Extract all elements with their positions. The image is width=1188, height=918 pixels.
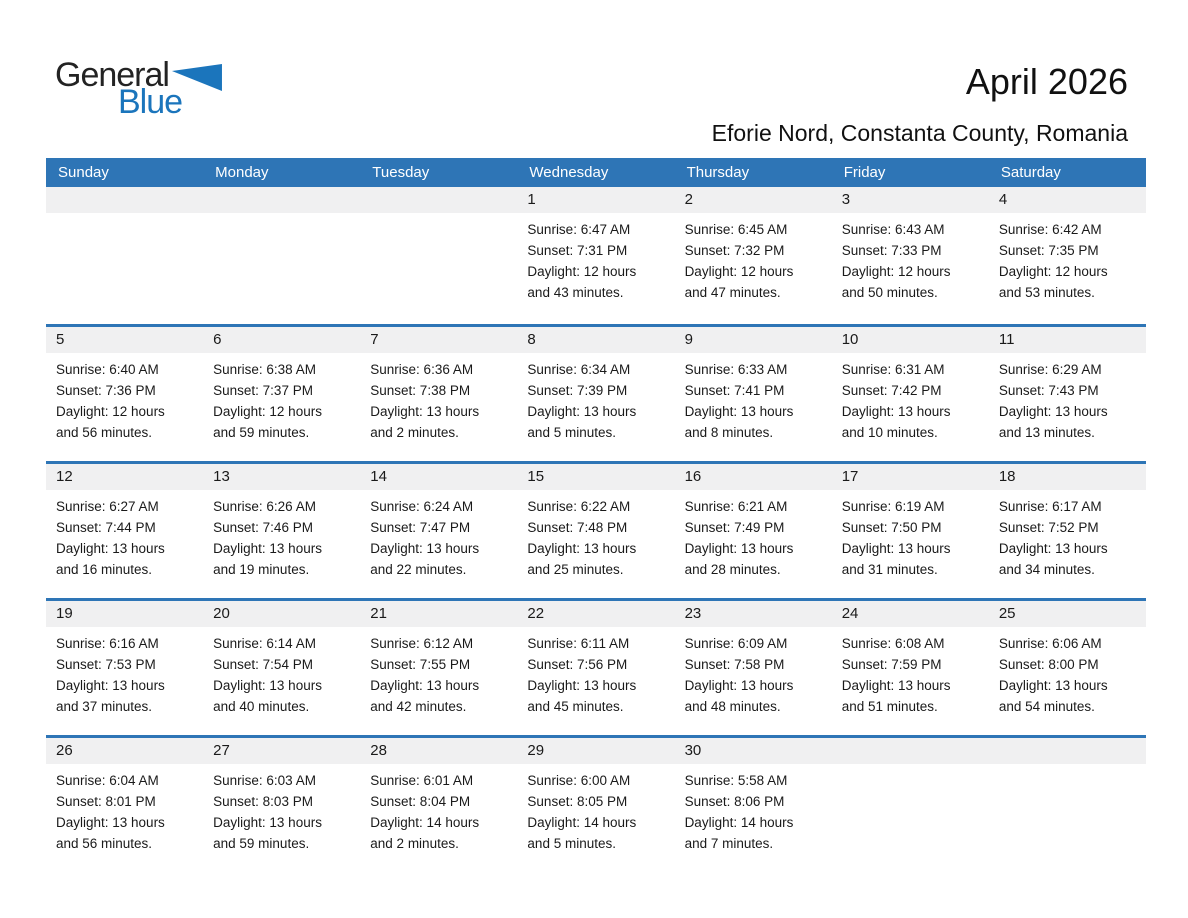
day-detail-line: Daylight: 13 hours [56, 815, 165, 830]
day-number: 12 [56, 468, 73, 485]
day-number: 3 [841, 191, 851, 208]
empty-day-cell [832, 738, 989, 872]
day-number: 24 [841, 605, 859, 622]
day-detail-line: Daylight: 12 hours [213, 404, 322, 419]
day-detail-line: Sunset: 7:38 PM [370, 383, 471, 398]
day-number: 28 [370, 742, 387, 759]
day-number-band [203, 601, 360, 627]
day-cell [675, 601, 832, 735]
day-detail-line: Daylight: 13 hours [370, 404, 480, 419]
day-detail-line: Sunset: 7:58 PM [684, 657, 785, 672]
day-number: 1 [527, 191, 536, 208]
day-detail-line: Sunset: 7:55 PM [370, 657, 471, 672]
day-detail-line: Sunset: 7:56 PM [527, 657, 628, 672]
day-details [517, 490, 674, 580]
day-details [46, 353, 203, 443]
day-detail-line: Sunset: 7:35 PM [998, 243, 1099, 258]
day-number: 6 [213, 331, 222, 348]
day-detail-line: and 42 minutes. [370, 699, 467, 714]
day-number-band [46, 187, 203, 213]
day-cell [989, 327, 1146, 461]
day-number-band [203, 464, 360, 490]
day-detail-line: Sunset: 7:48 PM [527, 520, 628, 535]
day-detail-line: Sunrise: 6:09 AM [684, 636, 788, 651]
day-detail-line: and 2 minutes. [370, 425, 459, 440]
day-detail-line: and 5 minutes. [527, 425, 616, 440]
day-detail-line: and 47 minutes. [684, 285, 781, 300]
week-row [46, 735, 1146, 872]
day-number: 13 [213, 468, 230, 485]
day-details [360, 764, 517, 854]
day-details [203, 353, 360, 443]
day-cell [46, 464, 203, 598]
day-detail-line: Sunrise: 6:19 AM [841, 499, 945, 514]
day-cell [517, 738, 674, 872]
day-number-band [203, 738, 360, 764]
day-detail-line: Sunrise: 6:43 AM [841, 222, 945, 237]
day-detail-line: and 45 minutes. [527, 699, 624, 714]
day-detail-line: Daylight: 12 hours [841, 264, 951, 279]
day-detail-line: Daylight: 13 hours [213, 815, 322, 830]
day-number: 20 [213, 605, 230, 622]
day-cell [832, 327, 989, 461]
day-cell [517, 464, 674, 598]
day-cell [675, 187, 832, 324]
day-number-band [517, 601, 674, 627]
day-number-band [832, 464, 989, 490]
day-cell [46, 601, 203, 735]
day-details [517, 627, 674, 717]
day-detail-line: and 8 minutes. [684, 425, 774, 440]
day-detail-line: Sunrise: 5:58 AM [684, 773, 788, 788]
day-detail-line: Daylight: 13 hours [56, 541, 165, 556]
day-detail-line: Daylight: 13 hours [998, 678, 1108, 693]
day-detail-line: Sunset: 7:53 PM [56, 657, 156, 672]
day-details [46, 627, 203, 717]
day-detail-line: and 16 minutes. [56, 562, 153, 577]
day-number-band [517, 738, 674, 764]
day-detail-line: Daylight: 12 hours [56, 404, 165, 419]
day-detail-line: Daylight: 13 hours [684, 678, 794, 693]
day-number-band [989, 464, 1146, 490]
day-detail-line: and 10 minutes. [841, 425, 938, 440]
day-number-band [360, 187, 517, 213]
day-cell [203, 464, 360, 598]
day-detail-line: Daylight: 13 hours [684, 541, 794, 556]
day-detail-line: Daylight: 13 hours [527, 678, 637, 693]
day-number: 22 [527, 605, 545, 622]
day-detail-line: Daylight: 13 hours [213, 678, 322, 693]
general-blue-logo [55, 58, 225, 119]
day-details [203, 627, 360, 717]
day-detail-line: Sunrise: 6:27 AM [56, 499, 159, 514]
day-detail-line: Sunrise: 6:04 AM [56, 773, 159, 788]
day-details [46, 764, 203, 854]
day-detail-line: Sunrise: 6:06 AM [998, 636, 1102, 651]
day-detail-line: Sunset: 7:39 PM [527, 383, 628, 398]
day-detail-line: and 50 minutes. [841, 285, 938, 300]
day-detail-line: Daylight: 13 hours [213, 541, 322, 556]
day-detail-line: Sunset: 7:46 PM [213, 520, 313, 535]
day-detail-line: Sunrise: 6:45 AM [684, 222, 788, 237]
day-number-band [675, 464, 832, 490]
day-detail-line: Sunrise: 6:31 AM [841, 362, 945, 377]
day-detail-line: Sunset: 7:37 PM [213, 383, 313, 398]
day-detail-line: and 53 minutes. [998, 285, 1095, 300]
day-number: 21 [370, 605, 387, 622]
day-detail-line: and 56 minutes. [56, 836, 153, 851]
calendar-table [46, 158, 1146, 872]
day-detail-line: Daylight: 13 hours [841, 678, 951, 693]
day-number-band [675, 601, 832, 627]
day-number: 26 [56, 742, 73, 759]
day-cell [832, 464, 989, 598]
day-detail-line: Daylight: 12 hours [684, 264, 794, 279]
day-detail-line: Sunset: 7:59 PM [841, 657, 942, 672]
day-detail-line: and 59 minutes. [213, 425, 310, 440]
day-number-band [46, 601, 203, 627]
day-detail-line: Daylight: 14 hours [527, 815, 637, 830]
page-subtitle: Eforie Nord, Constanta County, Romania [711, 120, 1128, 146]
day-number-band [517, 187, 674, 213]
day-number-band [360, 738, 517, 764]
day-number-band [832, 738, 989, 764]
day-detail-line: Sunset: 7:32 PM [684, 243, 785, 258]
day-cell [203, 601, 360, 735]
day-cell [989, 187, 1146, 324]
day-detail-line: Sunrise: 6:29 AM [998, 362, 1102, 377]
day-detail-line: Sunrise: 6:33 AM [684, 362, 788, 377]
weekday-header-row [46, 158, 1146, 187]
day-number: 30 [684, 742, 702, 759]
day-detail-line: and 43 minutes. [527, 285, 624, 300]
day-cell [517, 601, 674, 735]
day-detail-line: and 28 minutes. [684, 562, 781, 577]
weekday-header-friday: Friday [843, 164, 886, 181]
day-cell [360, 464, 517, 598]
logo-text-blue: Blue [118, 83, 183, 121]
day-cell [360, 327, 517, 461]
day-details [517, 213, 674, 303]
day-details [989, 353, 1146, 443]
day-details [832, 490, 989, 580]
day-detail-line: Daylight: 13 hours [527, 541, 637, 556]
day-detail-line: and 2 minutes. [370, 836, 459, 851]
day-detail-line: and 19 minutes. [213, 562, 310, 577]
day-details [989, 213, 1146, 303]
day-detail-line: Daylight: 13 hours [841, 541, 951, 556]
day-detail-line: Daylight: 12 hours [998, 264, 1108, 279]
day-detail-line: Sunset: 8:00 PM [998, 657, 1099, 672]
day-detail-line: Sunset: 8:01 PM [56, 794, 156, 809]
day-number-band [360, 327, 517, 353]
day-detail-line: and 56 minutes. [56, 425, 153, 440]
day-detail-line: and 5 minutes. [527, 836, 616, 851]
day-details [675, 627, 832, 717]
day-number-band [360, 601, 517, 627]
day-detail-line: and 48 minutes. [684, 699, 781, 714]
day-detail-line: Daylight: 13 hours [56, 678, 165, 693]
day-detail-line: Daylight: 13 hours [527, 404, 637, 419]
day-number: 15 [527, 468, 545, 485]
day-detail-line: and 22 minutes. [370, 562, 467, 577]
day-detail-line: Sunset: 8:06 PM [684, 794, 785, 809]
day-number: 27 [213, 742, 230, 759]
day-details [832, 213, 989, 303]
calendar-weeks [46, 187, 1146, 872]
day-number-band [360, 464, 517, 490]
day-detail-line: Sunrise: 6:03 AM [213, 773, 316, 788]
day-detail-line: Sunset: 8:05 PM [527, 794, 628, 809]
day-detail-line: Sunrise: 6:22 AM [527, 499, 631, 514]
day-detail-line: Sunrise: 6:47 AM [527, 222, 631, 237]
day-details [832, 627, 989, 717]
weekday-header-tuesday: Tuesday [372, 164, 430, 181]
day-number: 11 [998, 331, 1015, 348]
day-details [832, 353, 989, 443]
day-detail-line: and 59 minutes. [213, 836, 310, 851]
day-cell [203, 738, 360, 872]
day-number-band [46, 464, 203, 490]
empty-day-cell [989, 738, 1146, 872]
day-cell [46, 738, 203, 872]
day-detail-line: Sunset: 7:47 PM [370, 520, 471, 535]
day-number-band [675, 327, 832, 353]
day-detail-line: and 13 minutes. [998, 425, 1095, 440]
day-cell [989, 601, 1146, 735]
day-number-band [832, 601, 989, 627]
empty-day-cell [46, 187, 203, 324]
day-number: 2 [684, 191, 693, 208]
day-detail-line: Sunrise: 6:36 AM [370, 362, 474, 377]
day-number-band [203, 327, 360, 353]
day-number-band [989, 601, 1146, 627]
day-cell [832, 187, 989, 324]
logo-text-general: General [55, 56, 169, 94]
day-cell [360, 738, 517, 872]
day-details [360, 353, 517, 443]
day-details [517, 764, 674, 854]
day-detail-line: Sunset: 7:31 PM [527, 243, 628, 258]
day-number-band [832, 327, 989, 353]
day-detail-line: Sunset: 8:03 PM [213, 794, 313, 809]
weekday-header-thursday: Thursday [686, 164, 750, 181]
day-detail-line: Sunrise: 6:08 AM [841, 636, 945, 651]
day-number-band [675, 187, 832, 213]
weekday-header-wednesday: Wednesday [529, 164, 609, 181]
day-detail-line: and 25 minutes. [527, 562, 624, 577]
day-number: 18 [998, 468, 1016, 485]
day-cell [46, 327, 203, 461]
day-detail-line: Daylight: 13 hours [998, 404, 1108, 419]
day-detail-line: and 40 minutes. [213, 699, 310, 714]
day-cell [832, 601, 989, 735]
day-details [46, 490, 203, 580]
day-detail-line: Daylight: 12 hours [527, 264, 637, 279]
day-detail-line: Sunset: 7:54 PM [213, 657, 313, 672]
day-detail-line: and 31 minutes. [841, 562, 938, 577]
day-detail-line: Sunrise: 6:01 AM [370, 773, 474, 788]
week-row [46, 324, 1146, 461]
day-details [203, 764, 360, 854]
day-number: 8 [527, 331, 536, 348]
day-detail-line: Daylight: 13 hours [370, 541, 480, 556]
day-detail-line: Sunset: 7:42 PM [841, 383, 942, 398]
day-detail-line: Sunset: 8:04 PM [370, 794, 471, 809]
day-details [517, 353, 674, 443]
day-detail-line: Sunset: 7:49 PM [684, 520, 785, 535]
day-detail-line: Daylight: 13 hours [684, 404, 794, 419]
day-details [675, 213, 832, 303]
weekday-header-saturday: Saturday [1000, 164, 1061, 181]
day-detail-line: Daylight: 13 hours [370, 678, 480, 693]
day-details [989, 627, 1146, 717]
day-detail-line: Daylight: 13 hours [841, 404, 951, 419]
day-detail-line: Sunrise: 6:11 AM [527, 636, 630, 651]
day-detail-line: Sunrise: 6:16 AM [56, 636, 159, 651]
day-number: 4 [998, 191, 1008, 208]
weekday-header-monday: Monday [215, 164, 269, 181]
day-detail-line: Sunrise: 6:34 AM [527, 362, 631, 377]
day-detail-line: Daylight: 14 hours [370, 815, 480, 830]
day-detail-line: Sunrise: 6:12 AM [370, 636, 474, 651]
day-cell [675, 738, 832, 872]
day-details [675, 490, 832, 580]
day-number-band [203, 187, 360, 213]
empty-day-cell [360, 187, 517, 324]
day-number: 19 [56, 605, 73, 622]
day-detail-line: Sunrise: 6:26 AM [213, 499, 316, 514]
day-detail-line: and 7 minutes. [684, 836, 774, 851]
day-number-band [517, 327, 674, 353]
day-number: 10 [841, 331, 859, 348]
day-number-band [46, 738, 203, 764]
day-details [360, 627, 517, 717]
day-cell [360, 601, 517, 735]
day-cell [675, 464, 832, 598]
day-detail-line: Sunrise: 6:00 AM [527, 773, 631, 788]
day-details [989, 490, 1146, 580]
weekday-header-sunday: Sunday [58, 164, 109, 181]
day-detail-line: Sunset: 7:36 PM [56, 383, 156, 398]
day-number: 23 [684, 605, 702, 622]
day-number-band [675, 738, 832, 764]
week-row [46, 461, 1146, 598]
page-title: April 2026 [965, 61, 1128, 102]
day-detail-line: Sunrise: 6:24 AM [370, 499, 474, 514]
day-detail-line: Sunrise: 6:17 AM [998, 499, 1102, 514]
day-number-band [989, 187, 1146, 213]
day-details [203, 490, 360, 580]
day-number-band [46, 327, 203, 353]
day-detail-line: Sunset: 7:50 PM [841, 520, 942, 535]
day-number-band [832, 187, 989, 213]
day-detail-line: Sunset: 7:44 PM [56, 520, 156, 535]
day-detail-line: Sunrise: 6:38 AM [213, 362, 316, 377]
day-detail-line: and 34 minutes. [998, 562, 1095, 577]
day-number-band [517, 464, 674, 490]
day-details [675, 764, 832, 854]
day-number: 14 [370, 468, 387, 485]
empty-day-cell [203, 187, 360, 324]
day-detail-line: Daylight: 14 hours [684, 815, 794, 830]
week-row [46, 598, 1146, 735]
day-details [675, 353, 832, 443]
day-cell [989, 464, 1146, 598]
week-row [46, 187, 1146, 324]
day-details [360, 490, 517, 580]
day-number: 25 [998, 605, 1016, 622]
day-cell [517, 327, 674, 461]
day-number: 16 [684, 468, 702, 485]
day-detail-line: Sunrise: 6:40 AM [56, 362, 159, 377]
day-detail-line: and 51 minutes. [841, 699, 938, 714]
day-detail-line: Sunset: 7:41 PM [684, 383, 785, 398]
day-number: 9 [684, 331, 693, 348]
day-number: 17 [841, 468, 859, 485]
day-detail-line: Sunset: 7:52 PM [998, 520, 1099, 535]
day-number: 29 [527, 742, 545, 759]
day-detail-line: Sunrise: 6:42 AM [998, 222, 1102, 237]
day-cell [675, 327, 832, 461]
day-detail-line: and 37 minutes. [56, 699, 153, 714]
day-number-band [989, 738, 1146, 764]
day-detail-line: Daylight: 13 hours [998, 541, 1108, 556]
day-number: 5 [56, 331, 65, 348]
day-number: 7 [370, 331, 379, 348]
day-detail-line: Sunset: 7:33 PM [841, 243, 942, 258]
day-detail-line: Sunset: 7:43 PM [998, 383, 1099, 398]
day-detail-line: Sunrise: 6:21 AM [684, 499, 788, 514]
day-detail-line: Sunrise: 6:14 AM [213, 636, 316, 651]
day-cell [203, 327, 360, 461]
day-number-band [989, 327, 1146, 353]
day-cell [517, 187, 674, 324]
day-detail-line: and 54 minutes. [998, 699, 1095, 714]
